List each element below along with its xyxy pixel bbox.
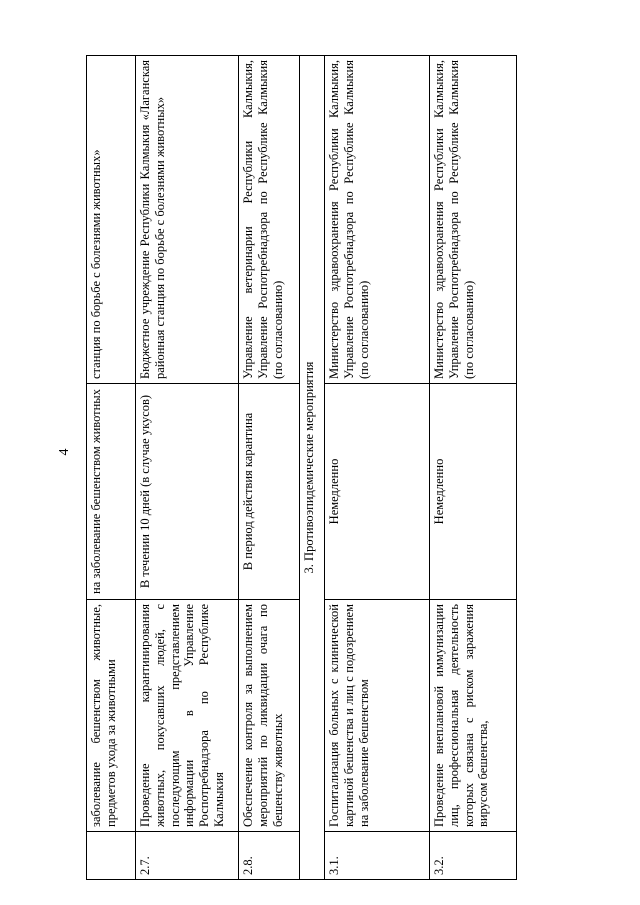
responsible-cell: Министерство здравоохранения Республики Калмыкия, Управление Роспотребнадзора по Республике Калмыкия (по согласованию) [430,56,517,384]
event-cell: заболевание бешенством животные, предметов ухода за животными [87,600,136,832]
deadline-cell: В период действия карантина [239,384,300,600]
section-header-row [300,56,325,880]
event-cell: Обеспечение контроля за выполнением мероприятий по ликвидации очага по бешенству животных [239,600,300,832]
table-row [325,56,430,880]
row-number: 2.8. [239,832,300,880]
row-number: 3.1. [325,832,430,880]
event-cell: Проведение внеплановой иммунизации лиц, профессиональная деятельность которых связана с риском заражения вирусом бешенства, [430,600,517,832]
table-row [136,56,239,880]
document-body [86,56,586,880]
responsible-cell: Бюджетное учреждение Республики Калмыкия «Лаганская районная станция по борьбе с болезнями животных» [136,56,239,384]
event-cell: Госпитализация больных с клинической картиной бешенства и лиц с подозрением на заболевание бешенством [325,600,430,832]
responsible-cell: Управление ветеринарии Республики Калмыкия, Управление Роспотребнадзора по Республике Калмыкия (по согласованию) [239,56,300,384]
responsible-cell: станция по борьбе с болезнями животных» [87,56,136,384]
measures-table [86,55,517,880]
responsible-cell: Министерство здравоохранения Республики Калмыкия, Управление Роспотребнадзора по Республике Калмыкия (по согласованию) [325,56,430,384]
row-number: 3.2. [430,832,517,880]
deadline-cell: Немедленно [430,384,517,600]
deadline-cell: на заболевание бешенством животных [87,384,136,600]
table-row [430,56,517,880]
row-number [87,832,136,880]
deadline-cell: Немедленно [325,384,430,600]
table-row [239,56,300,880]
page-number: 4 [57,448,72,456]
landscape-page [86,56,586,880]
table-row [87,56,136,880]
row-number: 2.7. [136,832,239,880]
section-title: 3. Противоэпидемические мероприятия [300,56,325,880]
event-cell: Проведение карантинирования животных, покусавших людей, с последующим представлением информации в Управление Роспотребнадзора по Республике Калмыкия [136,600,239,832]
deadline-cell: В течении 10 дней (в случае укусов) [136,384,239,600]
